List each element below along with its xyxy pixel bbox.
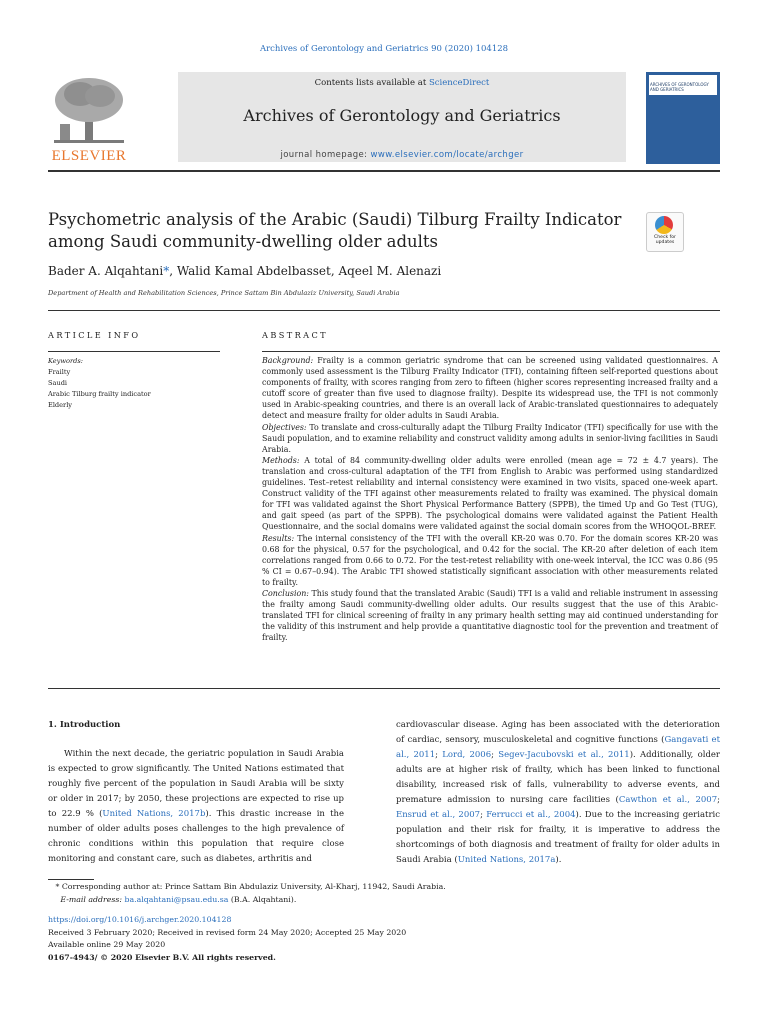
body-column-right xyxy=(396,718,720,868)
email-note xyxy=(48,894,720,907)
elsevier-tree-icon xyxy=(52,76,126,144)
journal-cover-thumbnail[interactable] xyxy=(646,72,720,164)
email-link[interactable]: ba.alqahtani@psau.edu.sa xyxy=(124,894,229,904)
abstract-divider xyxy=(262,351,720,352)
section-heading-introduction: 1. Introduction xyxy=(48,720,121,730)
author-name: Bader A. Alqahtani xyxy=(48,264,164,278)
homepage-prefix: journal homepage: xyxy=(280,150,371,160)
journal-title: Archives of Gerontology and Geriatrics xyxy=(243,106,561,125)
keyword-item: Saudi xyxy=(48,379,68,387)
copyright: 0167-4943/ © 2020 Elsevier B.V. All rights reserved. xyxy=(48,952,276,962)
title-divider xyxy=(48,310,720,311)
check-for-updates-badge[interactable] xyxy=(646,212,684,252)
homepage-link[interactable]: www.elsevier.com/locate/archger xyxy=(370,150,524,160)
footnote-mark: * xyxy=(55,882,60,891)
other-authors: , Walid Kamal Abdelbasset, Aqeel M. Alenazi xyxy=(169,264,442,278)
citation-link[interactable]: Lord, 2006 xyxy=(442,750,492,760)
paragraph-text: cardiovascular disease. Aging has been associated with the deterioration of cardiac, sensory, musculoskeletal and cognitive functions ( xyxy=(396,720,720,745)
intro-paragraph-1-continued xyxy=(396,718,720,868)
keyword-item: Frailty xyxy=(48,368,71,376)
journal-reference[interactable]: Archives of Gerontology and Geriatrics 90 (2020) 104128 xyxy=(259,44,509,54)
body-column-left xyxy=(48,718,344,867)
keywords-block xyxy=(48,356,220,411)
conclusion-label: Conclusion: xyxy=(262,588,309,598)
keyword-item: Elderly xyxy=(48,401,73,409)
intro-paragraph-1 xyxy=(48,747,344,867)
paragraph-text: ). Additionally, older adults are at higher risk of frailty, which has been linked to functional disability, increased risk of falls, vulnerability to adverse events, and premature admission to nursing care facilities ( xyxy=(396,750,720,805)
article-info-divider xyxy=(48,351,220,352)
abstract-conclusion xyxy=(262,588,718,643)
keywords-label: Keywords: xyxy=(48,357,83,365)
footnote-divider xyxy=(48,879,94,880)
background-label: Background: xyxy=(262,356,314,365)
sciencedirect-link[interactable]: ScienceDirect xyxy=(428,78,490,88)
doi-link[interactable]: https://doi.org/10.1016/j.archger.2020.104128 xyxy=(48,915,232,924)
citation-link[interactable]: Gangavati et al., 2011 xyxy=(396,735,720,760)
elsevier-logo[interactable] xyxy=(48,72,130,166)
objectives-label: Objectives: xyxy=(262,422,307,432)
available-online: Available online 29 May 2020 xyxy=(48,940,166,949)
results-text: The internal consistency of the TFI with the overall KR-20 was 0.70. For the domain scores KR-20 was 0.68 for the physical, 0.57 for the psychological, and 0.42 for the social. The KR-20 after deletion of each item correlations ranged from 0.66 to 0.72. For the test-retest reliability with one-week interval, the ICC was 0.86 (95 % CI = 0.67–0.94). The Arabic TFI showed statistically significant association with other measurements related to frailty. xyxy=(262,533,718,587)
paragraph-text: ). xyxy=(555,855,562,865)
citation-link[interactable]: United Nations, 2017b xyxy=(102,809,206,819)
article-title: Psychometric analysis of the Arabic (Saudi) Tilburg Frailty Indicator among Saudi community-dwelling older adults xyxy=(48,210,622,251)
corresponding-text: Corresponding author at: Prince Sattam Bin Abdulaziz University, Al-Kharj, 11942, Saudi Arabia. xyxy=(59,882,446,891)
citation-link[interactable]: United Nations, 2017a xyxy=(457,855,556,865)
corresponding-author-note xyxy=(48,881,720,894)
email-suffix: (B.A. Alqahtani). xyxy=(228,894,297,904)
publication-details xyxy=(48,914,720,964)
abstract-objectives xyxy=(262,422,718,455)
journal-header xyxy=(48,72,720,166)
email-label: E-mail address: xyxy=(60,894,122,904)
elsevier-wordmark: ELSEVIER xyxy=(51,148,127,164)
abstract-results xyxy=(262,533,718,588)
abstract-body xyxy=(262,355,718,643)
received-dates: Received 3 February 2020; Received in revised form 24 May 2020; Accepted 25 May 2020 xyxy=(48,927,407,937)
paragraph-text: Within the next decade, the geriatric population in Saudi Arabia is expected to grow significantly. The United Nations estimated that roughly five percent of the population in Saudi Arabia will be sixty or older in 2017; by 2050, these projections are expected to rise up to 22.9 % ( xyxy=(48,749,344,819)
header-divider xyxy=(48,170,720,172)
abstract-background xyxy=(262,355,718,422)
article-info-heading: ARTICLE INFO xyxy=(48,330,141,340)
journal-banner xyxy=(178,72,626,162)
methods-text: A total of 84 community-dwelling older adults were enrolled (mean age = 72 ± 4.7 years). The translation and cross-cultural adaptation of the TFI from English to Arabic was performed using standardized guidelines. Test–retest reliability and internal consistency were examined in two visits, spaced one-week apart. Construct validity of the TFI against other measurements related to frailty was examined. The physical domain for TFI was validated against the Short Physical Performance Battery (SPPB), the timed Up and Go Test (TUG), and gait speed (as part of the SPPB). The psychological domains were validated against the Patient Health Questionnaire, and the social domains were validated against the social domain scores from the WHOQOL-BREF. xyxy=(262,455,718,532)
citation-link[interactable]: Ferrucci et al., 2004 xyxy=(486,810,576,820)
separator: ; xyxy=(435,750,443,760)
separator: ; xyxy=(491,750,499,760)
paragraph-text: ). This drastic increase in the number of older adults poses challenges to the high prevalence of chronic conditions within this population that require close monitoring and constant care, such as diabetes, arthritis and xyxy=(48,809,344,864)
citation-link[interactable]: Segev-Jacubovski et al., 2011 xyxy=(498,750,630,760)
methods-label: Methods: xyxy=(262,455,300,465)
check-for-updates-label: Check for updates xyxy=(654,235,676,245)
footnotes xyxy=(48,881,720,906)
abstract-end-divider xyxy=(48,688,720,689)
separator: ; xyxy=(717,795,720,805)
objectives-text: To translate and cross-culturally adapt the Tilburg Frailty Indicator (TFI) specifically for use with the Saudi population, and to examine reliability and construct validity among adults in senior-living facilities in Saudi Arabia. xyxy=(262,422,718,454)
contents-prefix: Contents lists available at xyxy=(314,78,429,88)
background-text: Frailty is a common geriatric syndrome that can be screened using validated questionnaires. A commonly used assessment is the Tilburg Frailty Indicator (TFI), containing fifteen self-reported questions about components of frailty, with scores ranging from zero to fifteen (higher scores representing increased frailty and a cutoff score of greater than five used to diagnose frailty). Despite its widespread use, the TFI is not commonly used in Arabic-speaking countries, and there is an overall lack of Arabic-translated questionnaires to adequately detect and measure frailty for older adults in Saudi Arabia. xyxy=(262,356,718,421)
abstract-methods xyxy=(262,455,718,533)
abstract-heading: ABSTRACT xyxy=(262,330,329,340)
paragraph-text: ). Due to the increasing geriatric population and their risk for frailty, it is imperative to address the shortcomings of both diagnosis and treatment of frailty for older adults in Saudi Arabia ( xyxy=(396,810,720,865)
homepage-line xyxy=(178,150,626,160)
affiliation: Department of Health and Rehabilitation Sciences, Prince Sattam Bin Abdulaziz University, Saudi Arabia xyxy=(48,289,400,297)
separator: ; xyxy=(480,810,487,820)
keyword-item: Arabic Tilburg frailty indicator xyxy=(48,390,151,398)
conclusion-text: This study found that the translated Arabic (Saudi) TFI is a valid and reliable instrument in assessing the frailty among Saudi community-dwelling older adults. Our results suggest that the use of this Arabic-translated TFI for clinical screening of frailty in any primary health setting may aid continued understanding for the validity of this instrument and help provide a quantitative diagnostic tool for the prevention and treatment of frailty. xyxy=(262,588,718,643)
citation-link[interactable]: Ensrud et al., 2007 xyxy=(396,810,481,820)
corresponding-author-mark[interactable]: * xyxy=(163,264,170,278)
contents-line xyxy=(178,78,626,88)
results-label: Results: xyxy=(262,533,295,543)
author-list xyxy=(48,264,688,278)
cover-title: ARCHIVES OF GERONTOLOGY AND GERIATRICS xyxy=(650,82,709,92)
crossmark-icon xyxy=(655,216,673,234)
citation-link[interactable]: Cawthon et al., 2007 xyxy=(618,795,718,805)
